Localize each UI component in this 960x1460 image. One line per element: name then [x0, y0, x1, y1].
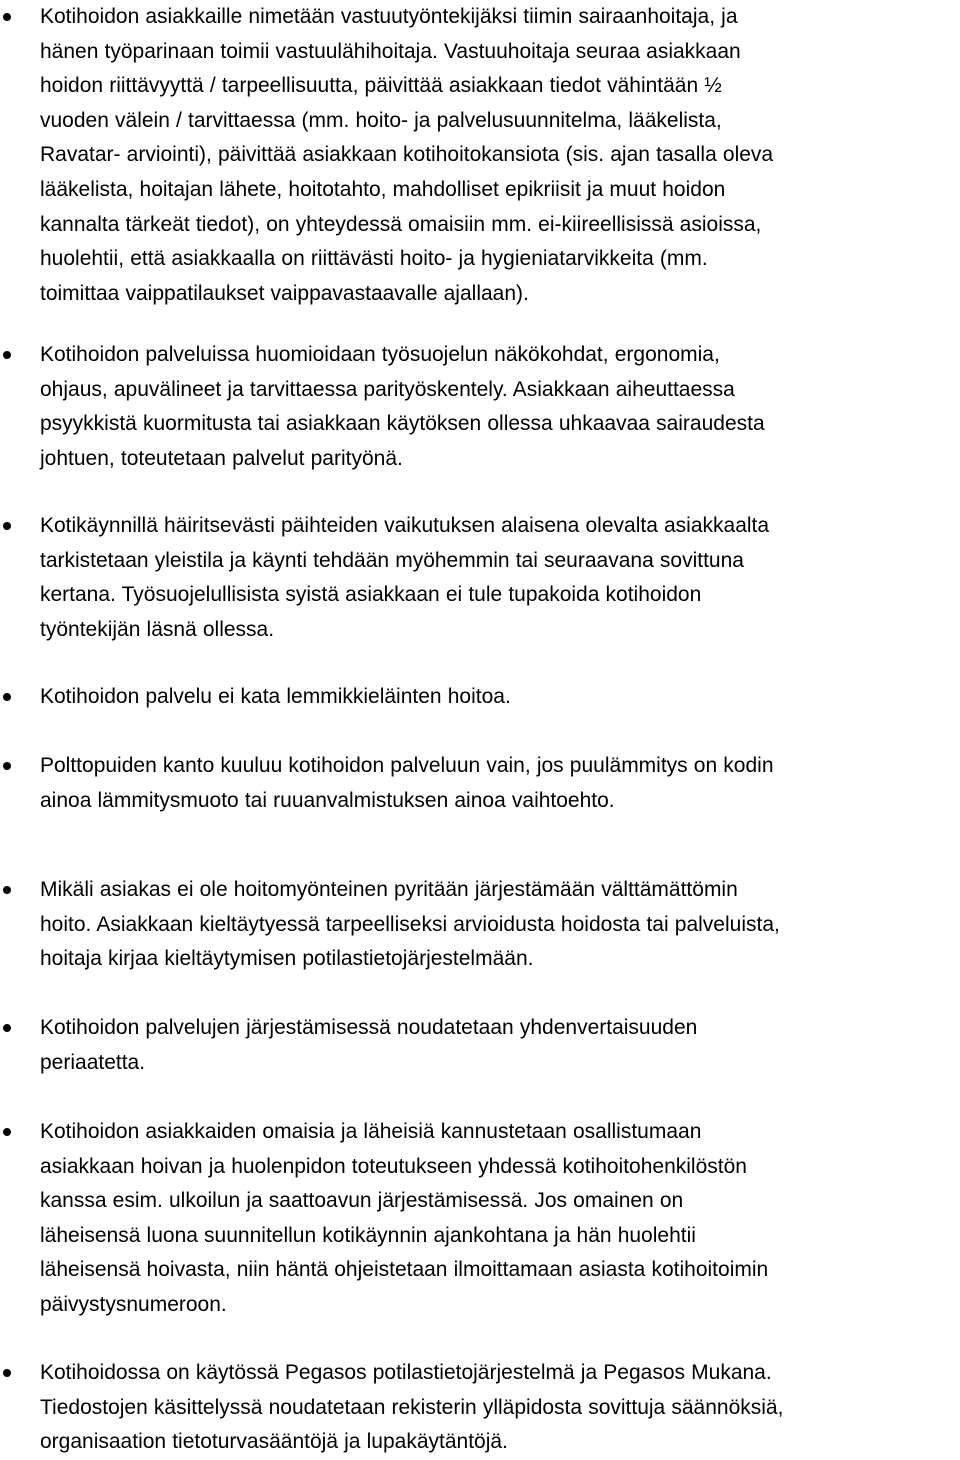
bullet-text: [40, 1115, 958, 1323]
bullet-text: [40, 680, 958, 715]
text-line: Kotihoidon palveluissa huomioidaan työsuojelun näkökohdat, ergonomia,: [40, 343, 720, 366]
text-line: läheisensä luona suunnitellun kotikäynnin ajankohtana ja hän huolehtii: [40, 1223, 696, 1247]
text-line: läheisensä hoivasta, niin häntä ohjeistetaan ilmoittamaan asiasta kotihoitoimin: [40, 1258, 769, 1282]
text-line: kanssa esim. ulkoilun ja saattoavun järjestämisessä. Jos omainen on: [40, 1189, 684, 1213]
text-line: Kotihoidon palvelu ei kata lemmikkieläinten hoitoa.: [40, 685, 511, 708]
bullet-icon: [3, 1024, 11, 1032]
text-line: huolehtii, että asiakkaalla on riittävästi hoito- ja hygieniatarvikkeita (mm.: [40, 247, 708, 271]
text-line: psyykkistä kuormitusta tai asiakkaan käytöksen ollessa uhkaavaa sairaudesta: [40, 412, 765, 436]
text-line: ainoa lämmitysmuoto tai ruuanvalmistuksen ainoa vaihtoehto.: [40, 788, 615, 812]
bullet-icon: [3, 762, 11, 770]
text-line: kannalta tärkeät tiedot), on yhteydessä omaisiin mm. ei-kiireellisissä asioissa,: [40, 212, 762, 236]
text-line: hoito. Asiakkaan kieltäytyessä tarpeelliseksi arvioidusta hoidosta tai palveluista,: [40, 912, 780, 936]
bullet-icon: [3, 351, 11, 359]
text-line: lääkelista, hoitajan lähete, hoitotahto, mahdolliset epikriisit ja muut hoidon: [40, 177, 726, 201]
text-line: hoitaja kirjaa kieltäytymisen potilastietojärjestelmään.: [40, 947, 534, 971]
bullet-icon: [3, 1369, 11, 1377]
bullet-icon: [3, 522, 11, 530]
bullet-text: [40, 749, 958, 818]
text-line: päivystysnumeroon.: [40, 1292, 227, 1316]
text-line: hoidon riittävyyttä / tarpeellisuutta, päivittää asiakkaan tiedot vähintään ½: [40, 74, 722, 98]
text-line: hänen työparinaan toimii vastuulähihoitaja. Vastuuhoitaja seuraa asiakkaan: [40, 39, 741, 63]
text-line: Mikäli asiakas ei ole hoitomyönteinen pyritään järjestämään välttämättömin: [40, 878, 738, 901]
text-line: Ravatar- arviointi), päivittää asiakkaan kotihoitokansiota (sis. ajan tasalla oleva: [40, 143, 774, 167]
bullet-text: [40, 0, 958, 311]
text-line: Kotihoidon asiakkaille nimetään vastuutyöntekijäksi tiimin sairaanhoitaja, ja: [40, 5, 738, 28]
text-line: Kotihoidossa on käytössä Pegasos potilastietojärjestelmä ja Pegasos Mukana.: [40, 1361, 772, 1384]
text-line: organisaation tietoturvasääntöjä ja lupakäytäntöjä.: [40, 1430, 508, 1454]
text-line: Kotikäynnillä häiritsevästi päihteiden vaikutuksen alaisena olevalta asiakkaalta: [40, 514, 770, 537]
bullet-text: [40, 1356, 958, 1460]
bullet-text: [40, 338, 958, 476]
text-line: työntekijän läsnä ollessa.: [40, 617, 275, 641]
text-line: toimittaa vaippatilaukset vaippavastaavalle ajallaan).: [40, 281, 529, 305]
bullet-icon: [3, 886, 11, 894]
text-line: ohjaus, apuvälineet ja tarvittaessa parityöskentely. Asiakkaan aiheuttaessa: [40, 377, 735, 401]
text-line: asiakkaan hoivan ja huolenpidon toteutukseen yhdessä kotihoitohenkilöstön: [40, 1154, 747, 1178]
bullet-text: [40, 509, 958, 647]
text-line: Polttopuiden kanto kuuluu kotihoidon palveluun vain, jos puulämmitys on kodin: [40, 754, 774, 777]
text-line: periaatetta.: [40, 1050, 146, 1074]
bullet-text: [40, 873, 958, 977]
text-line: Tiedostojen käsittelyssä noudatetaan rekisterin ylläpidosta sovittuja säännöksiä,: [40, 1395, 784, 1419]
text-line: kertana. Työsuojelullisista syistä asiakkaan ei tule tupakoida kotihoidon: [40, 583, 702, 607]
text-line: vuoden välein / tarvittaessa (mm. hoito- ja palvelusuunnitelma, lääkelista,: [40, 108, 722, 132]
text-line: johtuen, toteutetaan palvelut parityönä.: [40, 446, 403, 470]
text-line: Kotihoidon palvelujen järjestämisessä noudatetaan yhdenvertaisuuden: [40, 1016, 698, 1039]
bullet-icon: [3, 13, 11, 21]
bullet-icon: [3, 693, 11, 701]
bullet-icon: [3, 1128, 11, 1136]
text-line: tarkistetaan yleistila ja käynti tehdään myöhemmin tai seuraavana sovittuna: [40, 548, 744, 572]
bullet-text: [40, 1011, 958, 1080]
text-line: Kotihoidon asiakkaiden omaisia ja läheisiä kannustetaan osallistumaan: [40, 1120, 702, 1143]
